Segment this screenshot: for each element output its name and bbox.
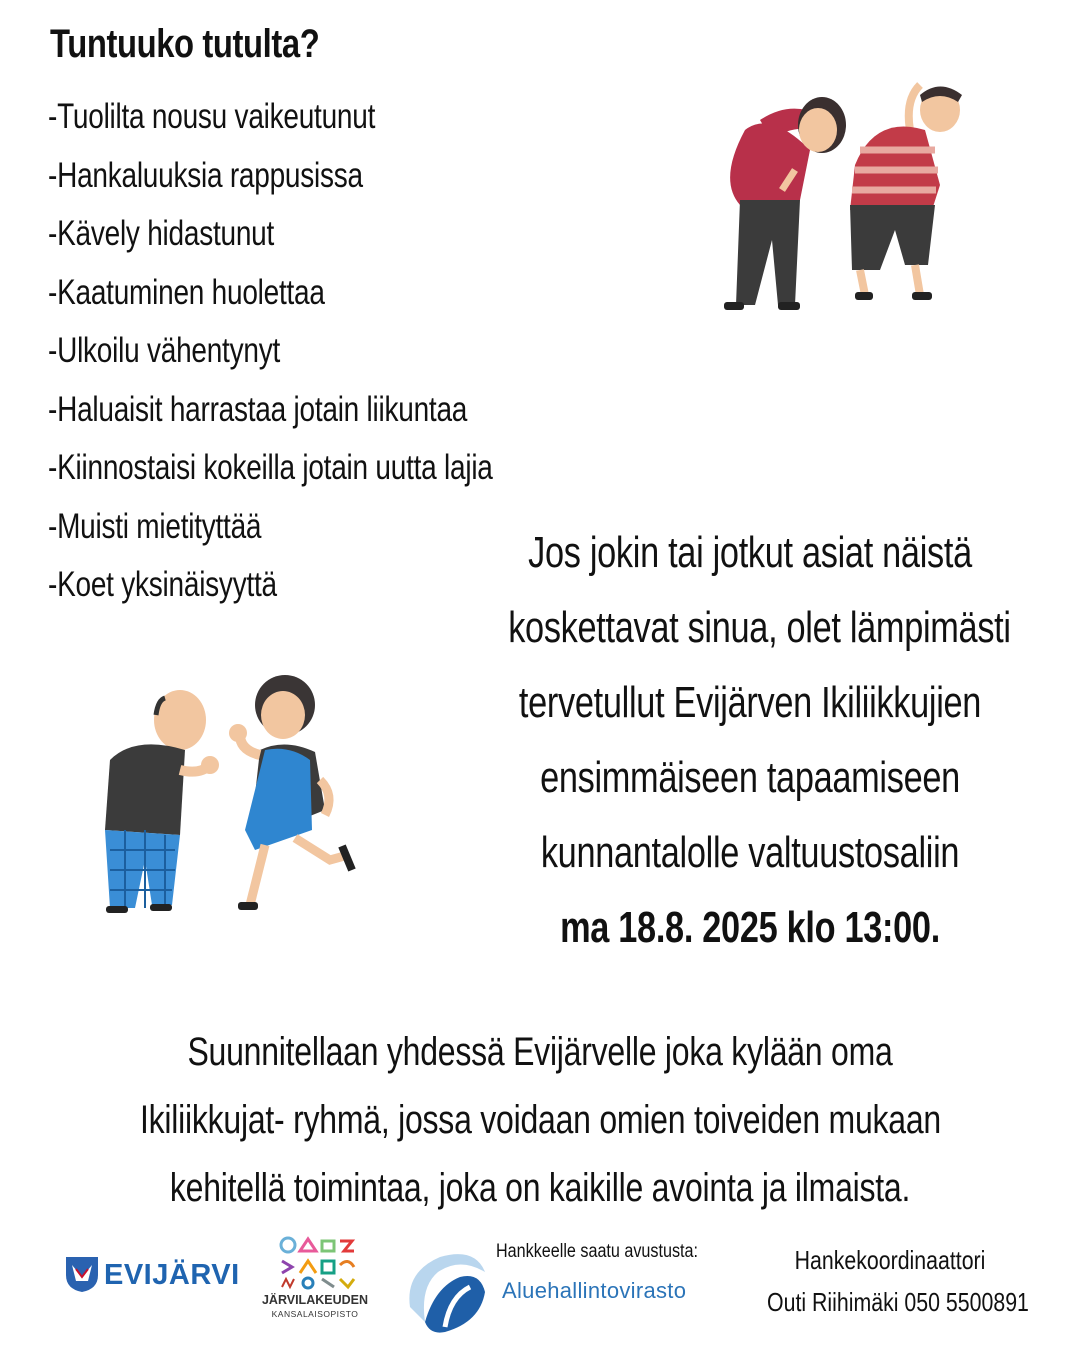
symptom-item: -Kävely hidastunut bbox=[48, 214, 275, 253]
plan-line: kehitellä toimintaa, joka on kaikille avointa ja ilmaista. bbox=[169, 1166, 911, 1210]
evijarvi-logo-text: EVIJÄRVI bbox=[104, 1259, 240, 1291]
coordinator-info bbox=[740, 1239, 1040, 1323]
boxing-couple-illustration bbox=[80, 670, 370, 930]
invite-line: koskettavat sinua, olet lämpimästi bbox=[508, 603, 1011, 652]
coordinator-title: Hankekoordinaattori bbox=[794, 1245, 986, 1275]
evijarvi-logo bbox=[64, 1255, 240, 1295]
symptom-item: -Tuolilta nousu vaikeutunut bbox=[48, 97, 376, 136]
event-date: ma 18.8. 2025 klo 13:00. bbox=[560, 903, 940, 952]
bald-man-figure bbox=[105, 690, 219, 913]
symptom-item: -Hankaluuksia rappusissa bbox=[48, 155, 363, 195]
grant-label: Hankkeelle saatu avustusta: bbox=[496, 1241, 698, 1262]
symptom-item: -Muisti mietityttää bbox=[48, 506, 262, 546]
jarvilakeuden-name: JÄRVILAKEUDEN bbox=[261, 1293, 369, 1307]
invite-line: kunnantalolle valtuustosaliin bbox=[540, 828, 960, 877]
invitation-text bbox=[440, 515, 1060, 965]
stretching-woman-figure bbox=[724, 97, 846, 310]
symptom-item: -Ulkoilu vähentynyt bbox=[48, 331, 280, 370]
avi-name: Aluehallintovirasto bbox=[502, 1278, 687, 1303]
headline: Tuntuuko tutulta? bbox=[50, 22, 320, 66]
invite-line: tervetullut Evijärven Ikiliikkujien bbox=[518, 678, 982, 727]
coat-of-arms-icon bbox=[64, 1255, 100, 1293]
avi-logo-icon bbox=[400, 1247, 490, 1337]
jarvilakeuden-logo bbox=[250, 1235, 380, 1325]
invite-line: Jos jokin tai jotkut asiat näistä bbox=[528, 528, 972, 577]
stretching-couple-illustration bbox=[700, 70, 1000, 320]
invite-line: ensimmäiseen tapaamiseen bbox=[540, 753, 960, 802]
coordinator-contact: Outi Riihimäki 050 5500891 bbox=[767, 1287, 1029, 1317]
symptom-item: -Haluaisit harrastaa jotain liikuntaa bbox=[48, 389, 468, 429]
footer bbox=[0, 1225, 1080, 1350]
symptom-item: -Kaatuminen huolettaa bbox=[48, 272, 325, 312]
symptom-item: -Koet yksinäisyyttä bbox=[48, 565, 277, 604]
curly-hair-woman-figure bbox=[229, 675, 352, 910]
symptom-item: -Kiinnostaisi kokeilla jotain uutta lajia bbox=[48, 448, 493, 487]
plan-line: Ikiliikkujat- ryhmä, jossa voidaan omien toiveiden mukaan bbox=[140, 1098, 941, 1142]
stretching-man-figure bbox=[850, 85, 962, 300]
jarvilakeuden-subtitle: KANSALAISOPISTO bbox=[271, 1309, 359, 1319]
plan-line: Suunnitellaan yhdessä Evijärvelle joka kylään oma bbox=[187, 1030, 893, 1074]
plan-text bbox=[40, 1018, 1040, 1222]
jarvilakeuden-emblem-icon bbox=[278, 1235, 358, 1291]
